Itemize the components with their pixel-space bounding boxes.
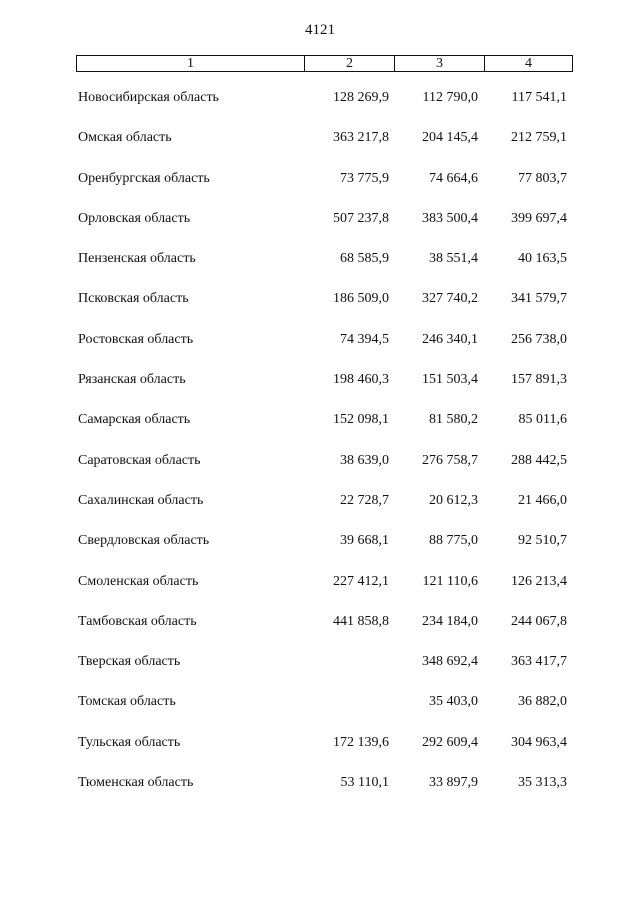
table-body <box>0 90 640 815</box>
value-col-2: 186 509,0 <box>333 291 389 307</box>
value-col-3: 276 758,7 <box>422 452 478 468</box>
value-col-4: 117 541,1 <box>511 90 567 105</box>
region-name: Тамбовская область <box>78 613 197 629</box>
region-name: Орловская область <box>78 210 191 226</box>
value-col-4: 212 759,1 <box>511 130 567 146</box>
table-row <box>0 291 640 331</box>
region-name: Саратовская область <box>78 452 201 468</box>
page-number: 4121 <box>305 22 335 38</box>
value-col-2: 39 668,1 <box>340 533 389 549</box>
value-col-3: 348 692,4 <box>422 654 478 670</box>
value-col-2: 507 237,8 <box>333 210 389 226</box>
region-name: Рязанская область <box>78 372 186 388</box>
value-col-3: 38 551,4 <box>429 251 478 267</box>
region-name: Свердловская область <box>78 533 210 549</box>
value-col-3: 121 110,6 <box>422 573 478 589</box>
region-name: Тюменская область <box>78 775 194 791</box>
region-name: Самарская область <box>78 412 191 428</box>
value-col-3: 151 503,4 <box>422 372 478 388</box>
table-row <box>0 412 640 452</box>
value-col-4: 399 697,4 <box>511 210 567 226</box>
column-header-1: 1 <box>77 56 305 71</box>
value-col-2: 227 412,1 <box>333 573 389 589</box>
value-col-2: 68 585,9 <box>340 251 389 267</box>
value-col-2: 73 775,9 <box>340 170 389 186</box>
value-col-4: 244 067,8 <box>511 613 567 629</box>
region-name: Ростовская область <box>78 331 194 347</box>
value-col-4: 157 891,3 <box>511 372 567 388</box>
value-col-4: 288 442,5 <box>511 452 567 468</box>
table-row <box>0 574 640 614</box>
table-header <box>76 55 573 72</box>
value-col-2: 38 639,0 <box>340 452 389 468</box>
table-row <box>0 735 640 775</box>
region-name: Новосибирская область <box>78 90 219 105</box>
region-name: Томская область <box>78 694 176 710</box>
value-col-2: 198 460,3 <box>333 372 389 388</box>
value-col-2: 128 269,9 <box>333 90 389 105</box>
value-col-4: 363 417,7 <box>511 654 567 670</box>
value-col-4: 256 738,0 <box>511 331 567 347</box>
value-col-2: 363 217,8 <box>333 130 389 146</box>
table-row <box>0 90 640 130</box>
value-col-2: 74 394,5 <box>340 331 389 347</box>
value-col-4: 77 803,7 <box>518 170 567 186</box>
table-row <box>0 694 640 734</box>
value-col-3: 35 403,0 <box>429 694 478 710</box>
region-name: Оренбургская область <box>78 170 210 186</box>
column-header-3: 3 <box>395 56 485 71</box>
value-col-4: 126 213,4 <box>511 573 567 589</box>
value-col-3: 81 580,2 <box>429 412 478 428</box>
table-row <box>0 614 640 654</box>
value-col-2: 22 728,7 <box>340 492 389 508</box>
value-col-3: 112 790,0 <box>422 90 478 105</box>
table-row <box>0 211 640 251</box>
table-row <box>0 171 640 211</box>
value-col-4: 304 963,4 <box>511 734 567 750</box>
value-col-2: 441 858,8 <box>333 613 389 629</box>
value-col-3: 88 775,0 <box>429 533 478 549</box>
table-row <box>0 372 640 412</box>
region-name: Тульская область <box>78 734 181 750</box>
value-col-3: 234 184,0 <box>422 613 478 629</box>
value-col-2: 152 098,1 <box>333 412 389 428</box>
region-name: Смоленская область <box>78 573 199 589</box>
column-header-4: 4 <box>525 55 532 71</box>
value-col-3: 383 500,4 <box>422 210 478 226</box>
table-row <box>0 251 640 291</box>
region-name: Сахалинская область <box>78 492 204 508</box>
region-name: Пензенская область <box>78 251 196 267</box>
value-col-4: 35 313,3 <box>518 775 567 791</box>
value-col-3: 33 897,9 <box>429 775 478 791</box>
table-row <box>0 332 640 372</box>
table-row <box>0 533 640 573</box>
table-row <box>0 130 640 170</box>
value-col-2: 53 110,1 <box>340 775 389 791</box>
value-col-4: 341 579,7 <box>511 291 567 307</box>
value-col-4: 36 882,0 <box>518 694 567 710</box>
value-col-4: 85 011,6 <box>518 412 567 428</box>
value-col-4: 21 466,0 <box>518 492 567 508</box>
value-col-3: 327 740,2 <box>422 291 478 307</box>
table-row <box>0 654 640 694</box>
value-col-3: 292 609,4 <box>422 734 478 750</box>
value-col-3: 246 340,1 <box>422 331 478 347</box>
region-name: Тверская область <box>78 654 181 670</box>
region-name: Псковская область <box>78 291 189 307</box>
value-col-3: 20 612,3 <box>429 492 478 508</box>
table-row <box>0 453 640 493</box>
column-header-2: 2 <box>305 56 395 71</box>
value-col-4: 92 510,7 <box>518 533 567 549</box>
value-col-3: 204 145,4 <box>422 130 478 146</box>
table-row <box>0 775 640 815</box>
value-col-4: 40 163,5 <box>518 251 567 267</box>
value-col-2: 172 139,6 <box>333 734 389 750</box>
region-name: Омская область <box>78 130 172 146</box>
table-row <box>0 493 640 533</box>
value-col-3: 74 664,6 <box>429 170 478 186</box>
